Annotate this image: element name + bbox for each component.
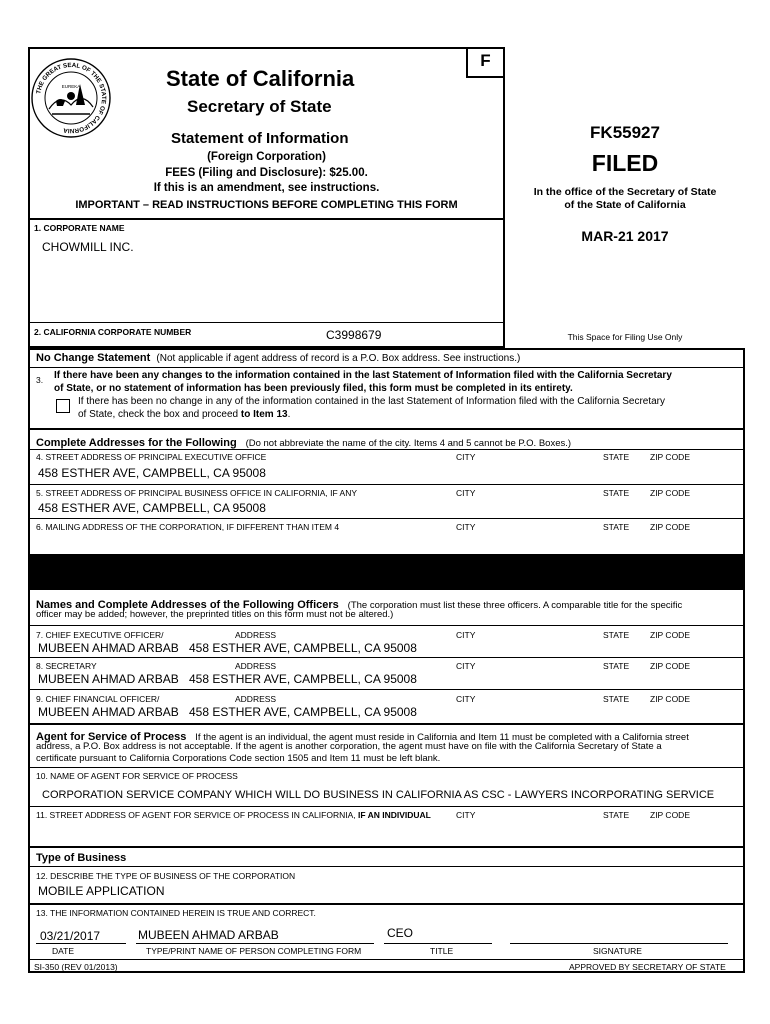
filing-date: MAR-21 2017: [581, 228, 669, 244]
officer-row-9-city: CITY: [456, 694, 476, 704]
agent-text3: certificate pursuant to California Corporations Code section 1505 and Item 11 must be left blank.: [36, 753, 441, 764]
business-title: Type of Business: [36, 852, 127, 864]
agent-address-city: CITY: [456, 810, 476, 820]
officers-title: Names and Complete Addresses of the Following Officers: [36, 599, 339, 611]
corporate-number-label: 2. CALIFORNIA CORPORATE NUMBER: [34, 327, 192, 337]
no-change-line3: If there has been no change in any of the information contained in the last Statement of Information filed with the California Secretary: [78, 396, 666, 407]
officers-note2: officer may be added; however, the preprinted titles on this form must not be altered.): [36, 609, 394, 620]
certification-title-label: TITLE: [430, 946, 454, 956]
divider: [28, 903, 745, 905]
divider: [28, 322, 505, 323]
agent-address-label: [36, 810, 431, 820]
officer-row-7-zip: ZIP CODE: [650, 630, 690, 640]
address-row-4-state: STATE: [603, 452, 630, 462]
address-row-4-zip: ZIP CODE: [650, 452, 690, 462]
filing-space-note: This Space for Filing Use Only: [567, 332, 683, 342]
amendment-line: If this is an amendment, see instructions.: [153, 182, 380, 194]
address-row-6-city: CITY: [456, 522, 476, 532]
divider: [28, 767, 745, 768]
divider: [28, 657, 745, 658]
certification-name-label: TYPE/PRINT NAME OF PERSON COMPLETING FORM: [146, 946, 362, 956]
approved-by: APPROVED BY SECRETARY OF STATE: [569, 962, 726, 972]
address-row-6-state: STATE: [603, 522, 630, 532]
agent-address-label-text: 11. STREET ADDRESS OF AGENT FOR SERVICE OF PROCESS IN CALIFORNIA,: [36, 810, 358, 820]
agent-name-value: CORPORATION SERVICE COMPANY WHICH WILL DO BUSINESS IN CALIFORNIA AS CSC - LAWYERS INCORPORATING SERVICE: [42, 789, 715, 801]
divider: [28, 723, 745, 725]
officer-row-8-label: 8. SECRETARY: [36, 661, 97, 671]
address-row-4-city: CITY: [456, 452, 476, 462]
divider: [28, 689, 745, 690]
no-change-note: (Not applicable if agent address of record is a P.O. Box address. See instructions.): [156, 353, 521, 364]
form-id: SI-350 (REV 01/2013): [34, 962, 118, 972]
divider: [28, 449, 745, 450]
officer-row-9-address-label: ADDRESS: [235, 694, 277, 704]
agent-address-state: STATE: [603, 810, 630, 820]
divider: [28, 806, 745, 807]
svg-text:THE GREAT SEAL OF THE STATE OF: THE GREAT SEAL OF THE STATE OF CALIFORNIA: [35, 61, 108, 135]
no-change-line4: [78, 409, 290, 420]
agent-address-label-bold: IF AN INDIVIDUAL: [357, 810, 431, 820]
agent-text1: If the agent is an individual, the agent must reside in California and Item 11 must be completed with a California street: [195, 732, 689, 743]
officer-row-7-label: 7. CHIEF EXECUTIVE OFFICER/: [36, 630, 164, 640]
svg-text:EUREKA: EUREKA: [61, 84, 81, 89]
foreign-corporation: (Foreign Corporation): [207, 151, 326, 163]
filing-number: FK55927: [590, 123, 660, 142]
address-row-5-state: STATE: [603, 488, 630, 498]
officer-row-8-address: 458 ESTHER AVE, CAMPBELL, CA 95008: [189, 672, 417, 686]
no-change-checkbox[interactable]: [56, 399, 70, 413]
certification-date-value: 03/21/2017: [40, 929, 101, 943]
corporate-number-value: C3998679: [326, 328, 382, 342]
signature-line-title: [384, 943, 492, 944]
divider: [28, 367, 745, 368]
divider: [28, 866, 745, 867]
address-row-5-zip: ZIP CODE: [650, 488, 690, 498]
agent-name-label: 10. NAME OF AGENT FOR SERVICE OF PROCESS: [36, 771, 238, 781]
statement-title: Statement of Information: [171, 130, 349, 147]
divider: [28, 625, 745, 626]
address-row-6-zip: ZIP CODE: [650, 522, 690, 532]
addresses-note: (Do not abbreviate the name of the city. Items 4 and 5 cannot be P.O. Boxes.): [245, 438, 572, 449]
certification-label: 13. THE INFORMATION CONTAINED HEREIN IS TRUE AND CORRECT.: [36, 908, 316, 918]
address-row-6-label: 6. MAILING ADDRESS OF THE CORPORATION, IF DIFFERENT THAN ITEM 4: [36, 522, 340, 532]
certification-signature-label: SIGNATURE: [593, 946, 642, 956]
business-label: 12. DESCRIBE THE TYPE OF BUSINESS OF THE CORPORATION: [36, 871, 296, 881]
divider: [28, 959, 745, 960]
no-change-line4c: .: [287, 409, 291, 420]
officer-row-7-address: 458 ESTHER AVE, CAMPBELL, CA 95008: [189, 641, 417, 655]
officer-row-8-address-label: ADDRESS: [235, 661, 277, 671]
officer-row-9-zip: ZIP CODE: [650, 694, 690, 704]
no-change-line1: If there have been any changes to the information contained in the last Statement of Information filed with the California Secretary: [54, 370, 672, 381]
officer-row-7-address-label: ADDRESS: [235, 630, 277, 640]
address-row-5-label: 5. STREET ADDRESS OF PRINCIPAL BUSINESS OFFICE IN CALIFORNIA, IF ANY: [36, 488, 358, 498]
business-value: MOBILE APPLICATION: [38, 884, 165, 898]
divider: [28, 428, 745, 430]
filing-status: FILED: [591, 150, 659, 176]
officer-row-8-zip: ZIP CODE: [650, 661, 690, 671]
addresses-title: Complete Addresses for the Following: [36, 437, 237, 449]
officer-row-9-name: MUBEEN AHMAD ARBAB: [38, 705, 179, 719]
agent-address-zip: ZIP CODE: [650, 810, 690, 820]
filing-office-line2: of the State of California: [564, 199, 686, 211]
form-letter: F: [480, 51, 491, 70]
no-change-heading: [36, 352, 520, 364]
address-row-5-city: CITY: [456, 488, 476, 498]
agent-title: Agent for Service of Process: [36, 731, 187, 743]
signature-line-date: [36, 943, 126, 944]
signature-line-name: [136, 943, 374, 944]
officer-row-7-city: CITY: [456, 630, 476, 640]
officer-row-7-name: MUBEEN AHMAD ARBAB: [38, 641, 179, 655]
divider: [28, 846, 745, 848]
officer-row-7-state: STATE: [603, 630, 630, 640]
certification-title-value: CEO: [387, 926, 414, 940]
officers-note: (The corporation must list these three officers. A comparable title for the specific: [347, 600, 683, 611]
state-title: State of California: [166, 66, 355, 91]
officer-row-8-state: STATE: [603, 661, 630, 671]
corporate-name-label: 1. CORPORATE NAME: [34, 223, 125, 233]
officer-row-9-label: 9. CHIEF FINANCIAL OFFICER/: [36, 694, 160, 704]
officer-row-9-address: 458 ESTHER AVE, CAMPBELL, CA 95008: [189, 705, 417, 719]
officer-row-8-name: MUBEEN AHMAD ARBAB: [38, 672, 179, 686]
address-row-4-label: 4. STREET ADDRESS OF PRINCIPAL EXECUTIVE OFFICE: [36, 452, 267, 462]
certification-date-label: DATE: [52, 946, 75, 956]
no-change-line4b: to Item 13: [240, 409, 288, 420]
filing-office-line1: In the office of the Secretary of State: [533, 186, 717, 198]
signature-line-signature: [510, 943, 728, 944]
address-row-5-value: 458 ESTHER AVE, CAMPBELL, CA 95008: [38, 501, 266, 515]
important-line: IMPORTANT – READ INSTRUCTIONS BEFORE COMPLETING THIS FORM: [75, 199, 458, 211]
state-seal-icon: [30, 57, 112, 139]
secretary-of-state: Secretary of State: [187, 97, 332, 116]
address-row-4-value: 458 ESTHER AVE, CAMPBELL, CA 95008: [38, 466, 266, 480]
officer-row-9-state: STATE: [603, 694, 630, 704]
fees-line: FEES (Filing and Disclosure): $25.00.: [165, 167, 368, 179]
divider: [28, 518, 745, 519]
no-change-title: No Change Statement: [36, 352, 151, 364]
corporate-name-value: CHOWMILL INC.: [42, 240, 134, 254]
redacted-band: [28, 554, 745, 590]
divider: [28, 484, 745, 485]
item-3-number: 3.: [36, 375, 44, 385]
no-change-line4a: of State, check the box and proceed: [78, 409, 241, 420]
officer-row-8-city: CITY: [456, 661, 476, 671]
agent-text2: address, a P.O. Box address is not acceptable. If the agent is another corporation, the agent must have on file with the California Secretary of State a: [36, 741, 662, 752]
no-change-line2: of State, or no statement of information has been previously filed, this form must be completed in its entirety.: [54, 383, 573, 394]
certification-name-value: MUBEEN AHMAD ARBAB: [138, 928, 279, 942]
